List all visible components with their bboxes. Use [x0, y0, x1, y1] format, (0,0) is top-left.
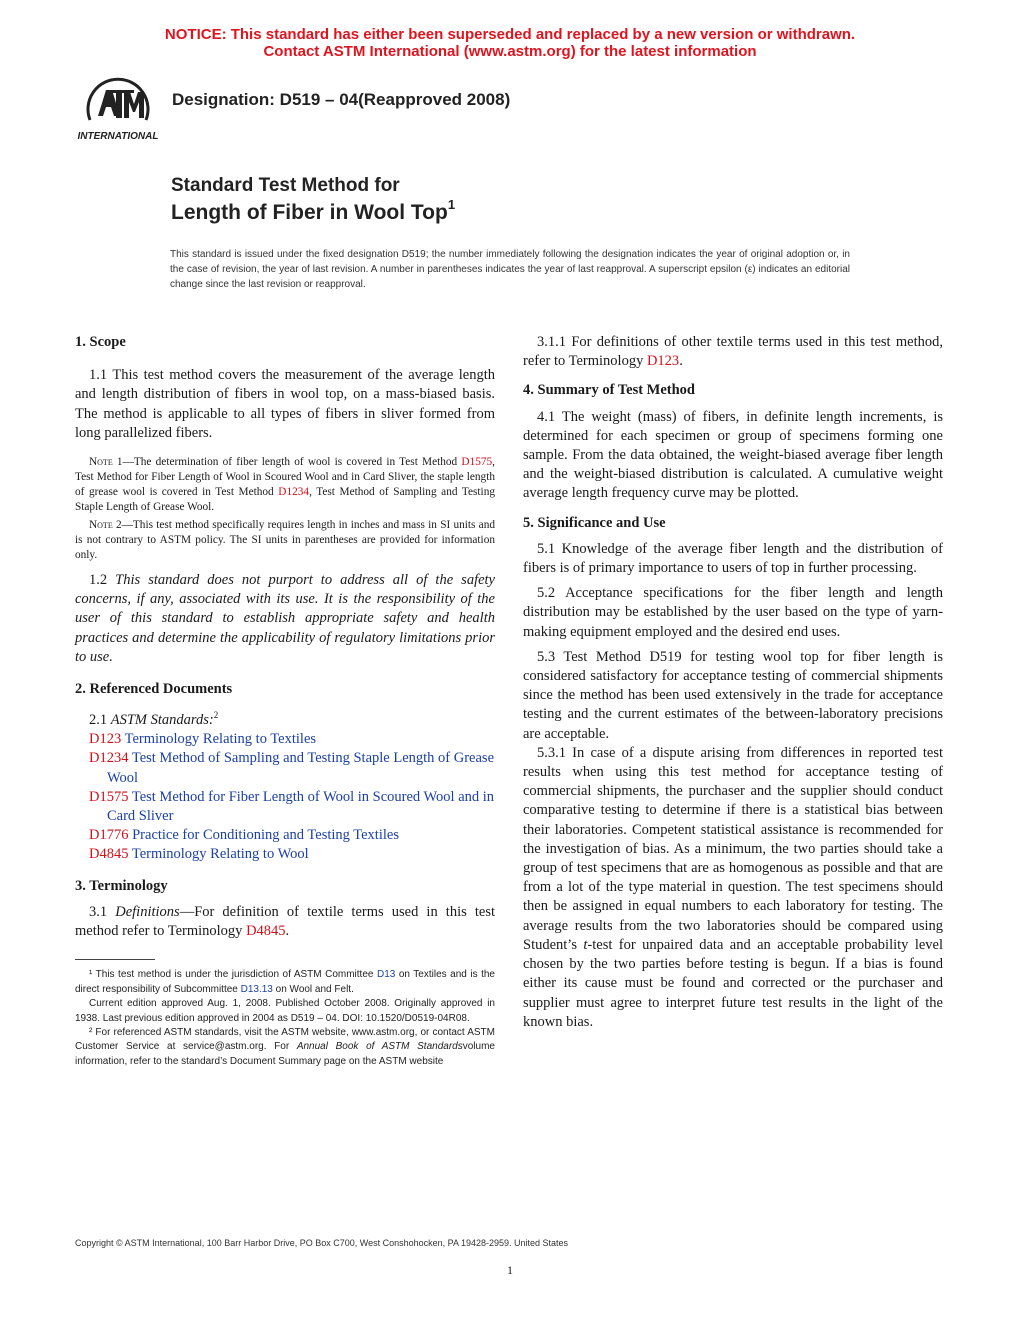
para-5-3-1 [523, 744, 943, 1032]
para-3-1-end: . [285, 923, 290, 940]
para-3-1-1-text: 3.1.1 For definitions of other textile terms used in this test method, refer to Terminology [523, 334, 943, 370]
link-d13-13[interactable]: D13.13 [240, 983, 273, 995]
notice-line-2: Contact ASTM International (www.astm.org) for the latest information [263, 43, 757, 60]
note-1-text-c: , Test Method of Sampling and Testing Staple Length of Grease Wool. [75, 486, 495, 514]
note-2 [75, 518, 495, 563]
title-footnote-mark: 1 [447, 197, 456, 212]
title-line-2 [171, 199, 455, 225]
para-2-1-num: 2.1 [89, 712, 111, 729]
ref-item[interactable] [75, 730, 495, 749]
ref-item[interactable] [75, 749, 495, 787]
para-5-3-1-t: t [583, 936, 588, 953]
section-5-heading: 5. Significance and Use [523, 514, 666, 531]
para-3-1-num: 3.1 [89, 903, 116, 920]
ref-code: D1575 [89, 788, 129, 805]
ref-title: Terminology Relating to Textiles [124, 731, 317, 748]
para-5-3-1-b: -test for unpaired data and an acceptable probability level chosen by the two parties before testing is begun. If a bias is found either its cause must be found and corrected or the purchaser and supplier must agree to interpret future test results in the light of the known bias. [523, 936, 943, 1030]
ref-item[interactable] [75, 788, 495, 826]
para-2-1 [75, 706, 495, 730]
link-d13[interactable]: D13 [376, 969, 396, 981]
title-text: Length of Fiber in Wool Top [171, 201, 448, 224]
section-1-heading: 1. Scope [75, 334, 126, 350]
note-2-text: —This test method specifically requires length in inches and mass in SI units and is not contrary to ASTM policy. The SI units in parentheses are provided for information only. [75, 519, 495, 562]
fn2-em: Annual Book of ASTM Standards [296, 1041, 463, 1053]
para-1-2 [75, 571, 495, 667]
supersede-notice [0, 26, 1020, 60]
ref-title: Terminology Relating to Wool [131, 846, 309, 863]
title-line-1: Standard Test Method for [171, 175, 400, 196]
ref-item[interactable] [75, 826, 495, 845]
note-2-label: Note 2 [89, 519, 122, 532]
para-5-2: 5.2 Acceptance specifications for the fiber length and length distribution may be established by the user based on the type of yarn-making equipment employed and the desired end uses. [523, 585, 943, 640]
notice-line-1: NOTICE: This standard has either been superseded and replaced by a new version or withdrawn. [164, 26, 856, 43]
ref-code: D4845 [89, 846, 129, 863]
fn1-text-a: ¹ This test method is under the jurisdiction of ASTM Committee [89, 969, 377, 981]
ref-item[interactable] [75, 845, 495, 864]
ref-code: D1776 [89, 827, 129, 844]
note-1-text-b: , Test Method for Fiber Length of Wool in Scoured Wool and in Card Sliver, the staple length of grease wool is covered in Test Method [75, 456, 495, 499]
para-5-1: 5.1 Knowledge of the average fiber length and the distribution of fibers is of primary importance to users of top in further processing. [523, 540, 943, 577]
footnote-2 [75, 1026, 495, 1069]
ref-title: Test Method for Fiber Length of Wool in Scoured Wool and in Card Sliver [107, 788, 495, 825]
para-3-1-1-end: . [679, 353, 683, 370]
fn1-text-b: on Textiles and is the direct responsibility of Subcommittee [75, 969, 495, 995]
para-5-3: 5.3 Test Method D519 for testing wool top for fiber length is considered satisfactory for acceptance testing of commercial shipments since the method has been used extensively in the trade for acceptance testing and the current estimates of the between-laboratory precisions are acceptable. [523, 648, 943, 742]
link-d1575[interactable]: D1575 [461, 456, 493, 469]
astm-logo-icon [76, 76, 160, 146]
right-column [523, 333, 943, 1032]
para-2-1-text: ASTM Standards: [110, 712, 214, 729]
footnote-1-edition: Current edition approved Aug. 1, 2008. Published October 2008. Originally approved in 1938. Last previous edition approved in 2004 as D519 – 04. DOI: 10.1520/D0519-04R08. [75, 998, 495, 1024]
footnote-rule [75, 959, 155, 960]
note-1-text-a: —The determination of fiber length of wool is covered in Test Method [122, 456, 462, 469]
note-1-label: Note 1 [89, 456, 123, 469]
fn1-text-c: on Wool and Felt. [272, 983, 354, 995]
ref-title: Practice for Conditioning and Testing Textiles [132, 827, 399, 844]
section-4-heading: 4. Summary of Test Method [523, 382, 695, 399]
section-2-heading: 2. Referenced Documents [75, 681, 233, 698]
para-3-1-em: Definitions [115, 903, 180, 920]
link-d123[interactable]: D123 [646, 353, 680, 370]
link-d1234[interactable]: D1234 [278, 486, 310, 499]
logo-subtext: INTERNATIONAL [77, 131, 159, 142]
para-1-2-num: 1.2 [89, 572, 116, 589]
fn2-text-a: ² For referenced ASTM standards, visit the ASTM website, www.astm.org, or contact ASTM Customer Service at service@astm.org. For [75, 1026, 495, 1053]
para-3-1 [75, 903, 495, 941]
footnote-1 [75, 968, 495, 997]
para-3-1-text: —For definition of textile terms used in this test method refer to Terminology [75, 903, 496, 940]
para-2-1-sup: 2 [213, 710, 219, 721]
ref-code: D1234 [89, 750, 129, 767]
page-number: 1 [507, 1263, 513, 1277]
left-column [75, 333, 495, 1069]
para-4-1: 4.1 The weight (mass) of fibers, in definite length increments, is determined for each specimen or group of specimens forming one sample. From the data obtained, the weight-biased average fiber length and the weight-biased distribution is calculated. A cumulative weight average length frequency curve may be plotted. [523, 408, 943, 502]
fn2-text-b: volume information, refer to the standard’s Document Summary page on the ASTM website [75, 1041, 495, 1067]
designation: Designation: D519 – 04(Reapproved 2008) [172, 90, 511, 109]
para-1-1: 1.1 This test method covers the measurement of the average length and length distribution of fibers in wool top, on a mass-biased basis. The method is applicable to all types of fibers in sliver formed from long parallelized fibers. [75, 367, 495, 441]
ref-code: D123 [89, 731, 122, 748]
copyright: Copyright © ASTM International, 100 Barr Harbor Drive, PO Box C700, West Conshohocken, PA 19428-2959. United States [75, 1238, 569, 1248]
link-d4845[interactable]: D4845 [246, 923, 286, 940]
para-5-3-1-a: 5.3.1 In case of a dispute arising from differences in reported test results when using this test method for acceptance testing of commercial shipments, the purchaser and the supplier should conduct comparative testing to determine if there is a statistical bias between their laboratories. Competent statistical assistance is recommended for the investigation of bias. As a minimum, the two parties should take a group of test specimens that are as homogenous as possible and that are from a lot of the type material in question. The test specimens should then be assigned in equal numbers to each laboratory for testing. The average results from the two laboratories should be compared using Student’s [523, 744, 943, 953]
issued-note: This standard is issued under the fixed designation D519; the number immediately following the designation indicates the year of original adoption or, in the case of revision, the year of last revision. A number in parentheses indicates the year of last reapproval. A superscript epsilon (ε) indicates an editorial change since the last revision or reapproval. [170, 249, 850, 290]
note-1 [75, 455, 495, 515]
ref-title: Test Method of Sampling and Testing Staple Length of Grease Wool [107, 750, 495, 786]
para-1-2-text: This standard does not purport to address all of the safety concerns, if any, associated with its use. It is the responsibility of the user of this standard to establish appropriate safety and health practices and determine the applicability of regulatory limitations prior to use. [75, 572, 495, 665]
para-3-1-1 [523, 333, 943, 371]
section-3-heading: 3. Terminology [75, 877, 168, 894]
